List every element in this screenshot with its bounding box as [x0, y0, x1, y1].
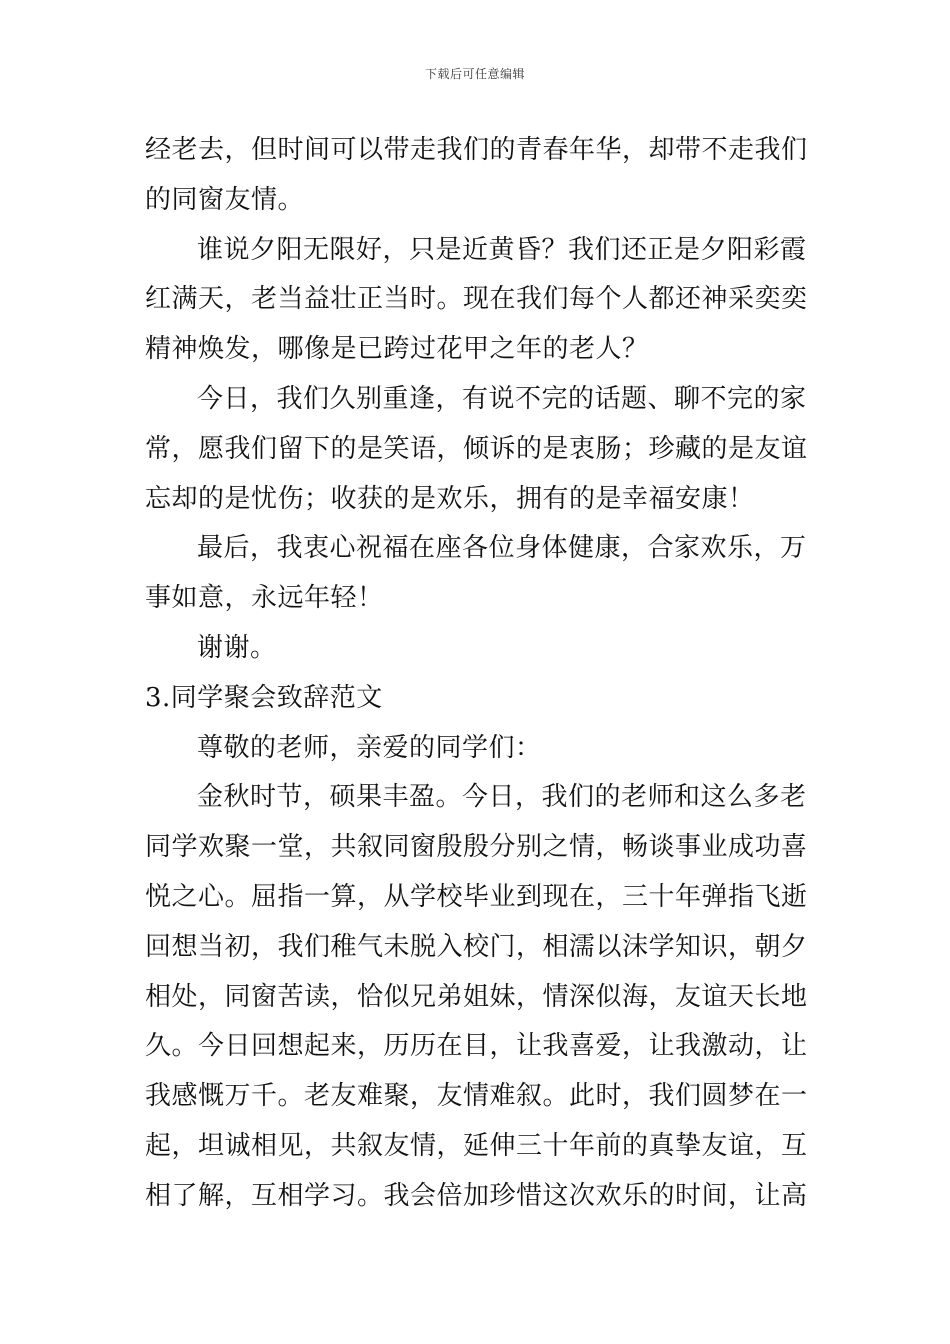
document-body — [145, 126, 810, 1222]
text-line: 尊敬的老师，亲爱的同学们： — [197, 732, 542, 763]
text-line: 起，坦诚相见，共叙友情，延伸三十年前的真挚友谊，互 — [145, 1130, 808, 1161]
text-line: 的同窗友情。 — [145, 184, 305, 215]
text-line: 红满天，老当益壮正当时。现在我们每个人都还神采奕奕 — [145, 284, 808, 315]
text-line: 金秋时节，硕果丰盈。今日，我们的老师和这么多老 — [197, 782, 807, 813]
text-line: 精神焕发，哪像是已跨过花甲之年的老人？ — [145, 334, 649, 365]
section-heading: 3.同学聚会致辞范文 — [145, 682, 383, 713]
text-line: 事如意，永远年轻！ — [145, 583, 384, 614]
text-line: 常，愿我们留下的是笑语，倾诉的是衷肠；珍藏的是友谊 — [145, 433, 808, 464]
text-line: 我感慨万千。老友难聚，友情难叙。此时，我们圆梦在一 — [145, 1081, 808, 1112]
text-line: 久。今日回想起来，历历在目，让我喜爱，让我激动，让 — [145, 1031, 808, 1062]
text-line: 同学欢聚一堂，共叙同窗殷殷分别之情，畅谈事业成功喜 — [145, 832, 808, 863]
text-line: 最后，我衷心祝福在座各位身体健康，合家欢乐，万 — [197, 533, 807, 564]
page-header: 下载后可任意编辑 — [424, 67, 525, 81]
text-line: 今日，我们久别重逢，有说不完的话题、聊不完的家 — [197, 383, 807, 414]
text-line: 相了解，互相学习。我会倍加珍惜这次欢乐的时间，让高 — [145, 1180, 808, 1211]
text-line: 回想当初，我们稚气未脱入校门，相濡以沫学知识，朝夕 — [145, 931, 808, 962]
text-line: 忘却的是忧伤；收获的是欢乐，拥有的是幸福安康！ — [145, 483, 755, 514]
text-line: 谁说夕阳无限好，只是近黄昏？我们还正是夕阳彩霞 — [197, 234, 807, 265]
text-line: 悦之心。屈指一算，从学校毕业到现在，三十年弹指飞逝 — [145, 881, 808, 912]
text-line: 相处，同窗苦读，恰似兄弟姐妹，情深似海，友谊天长地 — [145, 981, 808, 1012]
text-line: 经老去，但时间可以带走我们的青春年华，却带不走我们 — [145, 135, 808, 165]
text-line: 谢谢。 — [197, 632, 277, 663]
